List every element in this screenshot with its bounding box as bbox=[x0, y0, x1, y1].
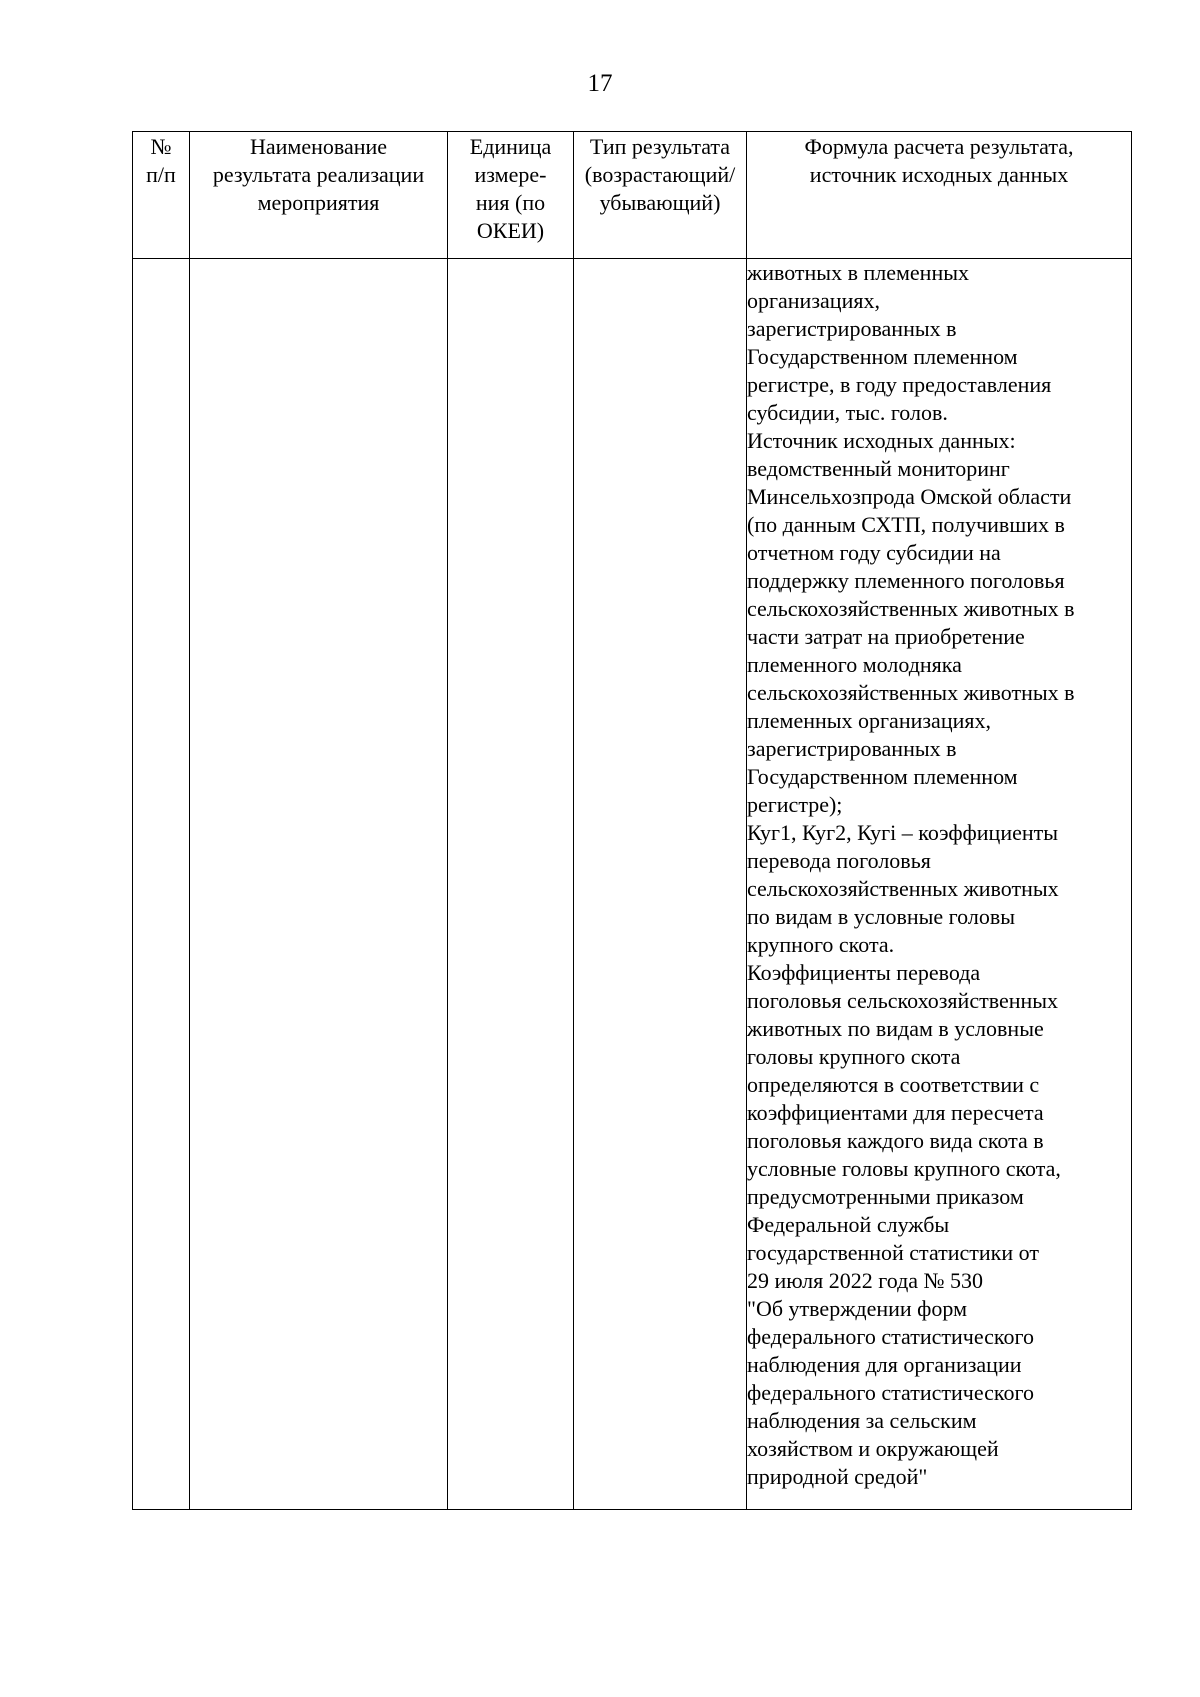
text-line: животных в племенных bbox=[747, 260, 970, 285]
text-line: субсидии, тыс. голов. bbox=[747, 400, 948, 425]
text-line: ведомственный мониторинг bbox=[747, 456, 1010, 481]
text-line: регистре, в году предоставления bbox=[747, 372, 1052, 397]
header-result-name bbox=[190, 132, 448, 259]
cell-result-name bbox=[190, 259, 448, 1510]
text-line: ния (по bbox=[475, 190, 546, 215]
text-line: "Об утверждении форм bbox=[747, 1296, 968, 1321]
text-line: 29 июля 2022 года № 530 bbox=[747, 1268, 984, 1293]
text-line: коэффициентами для пересчета bbox=[747, 1100, 1044, 1125]
text-line: определяются в соответствии с bbox=[747, 1072, 1040, 1097]
text-line: п/п bbox=[146, 162, 176, 187]
cell-result-type bbox=[574, 259, 747, 1510]
text-line: животных по видам в условные bbox=[747, 1016, 1044, 1041]
text-line: регистре); bbox=[747, 792, 843, 817]
header-number bbox=[133, 132, 190, 259]
text-line: результата реализации bbox=[212, 162, 425, 187]
text-line: головы крупного скота bbox=[747, 1044, 961, 1069]
text-line: (по данным СХТП, получивших в bbox=[747, 512, 1065, 537]
text-line: по видам в условные головы bbox=[747, 904, 1015, 929]
text-line: поголовья сельскохозяйственных bbox=[747, 988, 1059, 1013]
text-line: условные головы крупного скота, bbox=[747, 1156, 1061, 1181]
text-line: (возрастающий/ bbox=[584, 162, 736, 187]
text-line: Единица bbox=[469, 134, 552, 159]
text-line: убывающий) bbox=[599, 190, 721, 215]
text-line: сельскохозяйственных животных bbox=[747, 876, 1059, 901]
text-line: наблюдения для организации bbox=[747, 1352, 1022, 1377]
text-line: хозяйством и окружающей bbox=[747, 1436, 999, 1461]
cell-formula bbox=[747, 259, 1132, 1510]
text-line: Источник исходных данных: bbox=[747, 428, 1016, 453]
text-line: ОКЕИ) bbox=[476, 218, 545, 243]
text-line: Коэффициенты перевода bbox=[747, 960, 981, 985]
text-line: Куг1, Куг2, Кугi – коэффициенты bbox=[747, 820, 1059, 845]
text-line: мероприятия bbox=[257, 190, 380, 215]
table-header-row bbox=[133, 132, 1132, 259]
text-line: Формула расчета результата, bbox=[804, 134, 1074, 159]
text-line: государственной статистики от bbox=[747, 1240, 1039, 1265]
text-line: наблюдения за сельским bbox=[747, 1408, 977, 1433]
header-formula bbox=[747, 132, 1132, 259]
cell-number bbox=[133, 259, 190, 1510]
text-line: племенного молодняка bbox=[747, 652, 962, 677]
text-line: сельскохозяйственных животных в bbox=[747, 596, 1075, 621]
header-result-type bbox=[574, 132, 747, 259]
text-line: перевода поголовья bbox=[747, 848, 931, 873]
text-line: федерального статистического bbox=[747, 1380, 1034, 1405]
text-line: сельскохозяйственных животных в bbox=[747, 680, 1075, 705]
text-line: крупного скота. bbox=[747, 932, 895, 957]
text-line: Минсельхозпрода Омской области bbox=[747, 484, 1072, 509]
page-number: 17 bbox=[587, 70, 613, 97]
text-line: части затрат на приобретение bbox=[747, 624, 1025, 649]
results-table bbox=[132, 131, 1132, 1510]
text-line: зарегистрированных в bbox=[747, 736, 957, 761]
text-line: отчетном году субсидии на bbox=[747, 540, 1001, 565]
text-line: № bbox=[150, 134, 172, 159]
header-unit bbox=[448, 132, 574, 259]
text-line: зарегистрированных в bbox=[747, 316, 957, 341]
text-line: федерального статистического bbox=[747, 1324, 1034, 1349]
cell-unit bbox=[448, 259, 574, 1510]
text-line: источник исходных данных bbox=[809, 162, 1069, 187]
text-line: Государственном племенном bbox=[747, 764, 1018, 789]
table-row bbox=[133, 259, 1132, 1510]
text-line: организациях, bbox=[747, 288, 880, 313]
text-line: Наименование bbox=[249, 134, 388, 159]
text-line: измере- bbox=[474, 162, 547, 187]
text-line: Государственном племенном bbox=[747, 344, 1018, 369]
text-line: природной средой" bbox=[747, 1464, 928, 1489]
text-line: Федеральной службы bbox=[747, 1212, 950, 1237]
text-line: предусмотренными приказом bbox=[747, 1184, 1024, 1209]
text-line: поголовья каждого вида скота в bbox=[747, 1128, 1044, 1153]
text-line: племенных организациях, bbox=[747, 708, 991, 733]
text-line: Тип результата bbox=[589, 134, 731, 159]
text-line: поддержку племенного поголовья bbox=[747, 568, 1065, 593]
